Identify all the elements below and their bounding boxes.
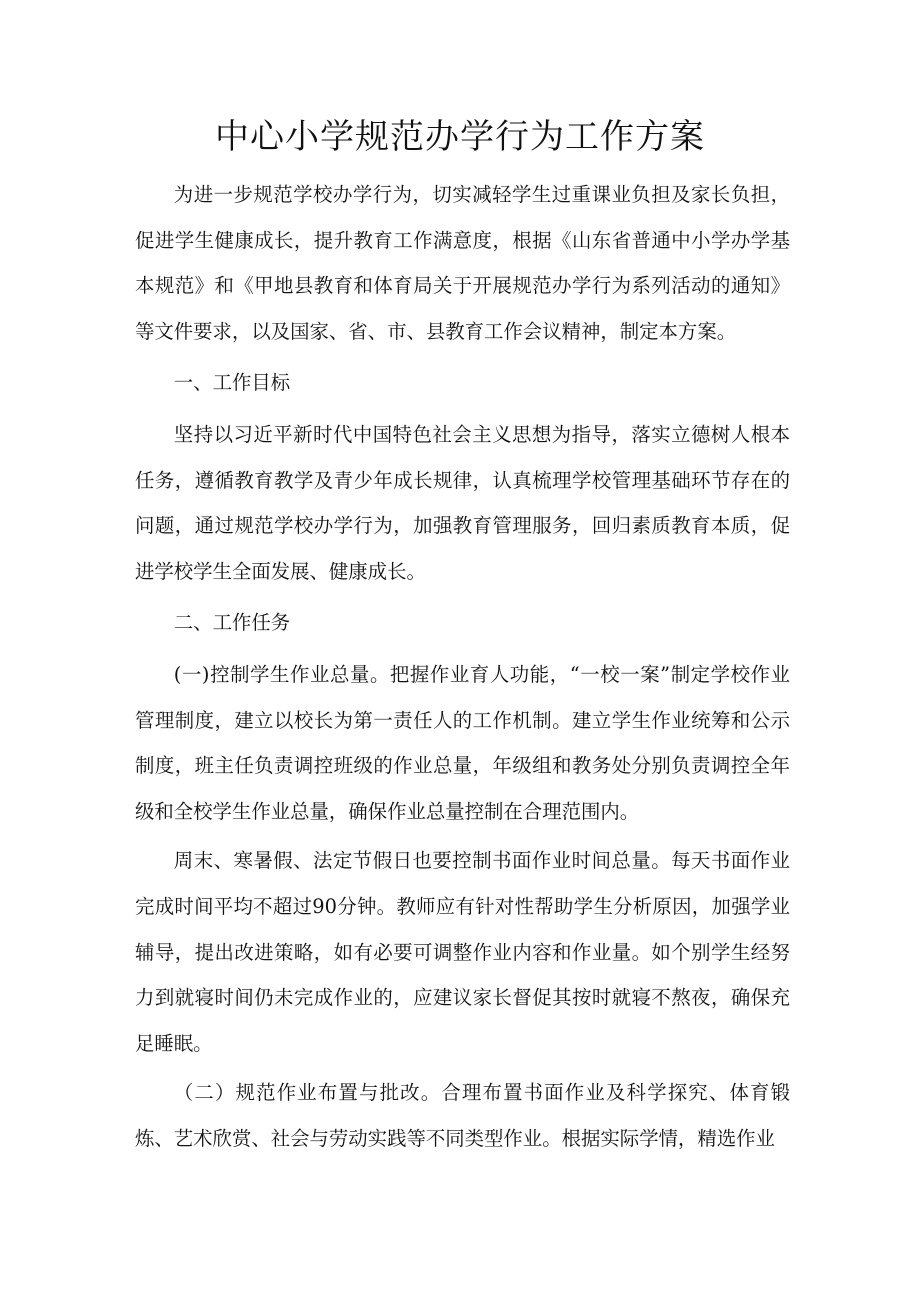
- intro-paragraph: 为进一步规范学校办学行为，切实减轻学生过重课业负担及家长负担，促进学生健康成长，提升教育工作满意度，根据《山东省普通中小学办学基本规范》和《甲地县教育和体育局关于开展规范办学行为系列活动的通知》等文件要求，以及国家、省、市、县教育工作会议精神，制定本方案。: [135, 183, 790, 343]
- task-item-1-continuation: 周末、寒暑假、法定节假日也要控制书面作业时间总量。每天书面作业完成时间平均不超过90分钟。教师应有针对性帮助学生分析原因，加强学业辅导，提出改进策略，如有必要可调整作业内容和作业量。如个别学生经努力到就寝时间仍未完成作业的，应建议家长督促其按时就寝不熬夜，确保充足睡眠。: [135, 849, 790, 1055]
- document-body: [135, 172, 790, 1161]
- task-item-2-paragraph: （二）规范作业布置与批改。合理布置书面作业及科学探究、体育锻炼、艺术欣赏、社会与劳动实践等不同类型作业。根据实际学情，精选作业: [135, 1081, 790, 1150]
- section-heading-tasks: 二、工作任务: [173, 611, 291, 635]
- goals-paragraph: 坚持以习近平新时代中国特色社会主义思想为指导，落实立德树人根本任务，遵循教育教学及青少年成长规律，认真梳理学校管理基础环节存在的问题，通过规范学校办学行为，加强教育管理服务，回归素质教育本质，促进学校学生全面发展、健康成长。: [135, 422, 790, 583]
- section-heading-goals: 一、工作目标: [173, 371, 291, 395]
- task-item-1-paragraph: (一)控制学生作业总量。把握作业育人功能，“一校一案”制定学校作业管理制度，建立以校长为第一责任人的工作机制。建立学生作业统筹和公示制度，班主任负责调控班级的作业总量，年级组和教务处分别负责调控全年级和全校学生作业总量，确保作业总量控制在合理范围内。: [135, 662, 790, 823]
- document-title: 中心小学规范办学行为工作方案: [215, 117, 705, 157]
